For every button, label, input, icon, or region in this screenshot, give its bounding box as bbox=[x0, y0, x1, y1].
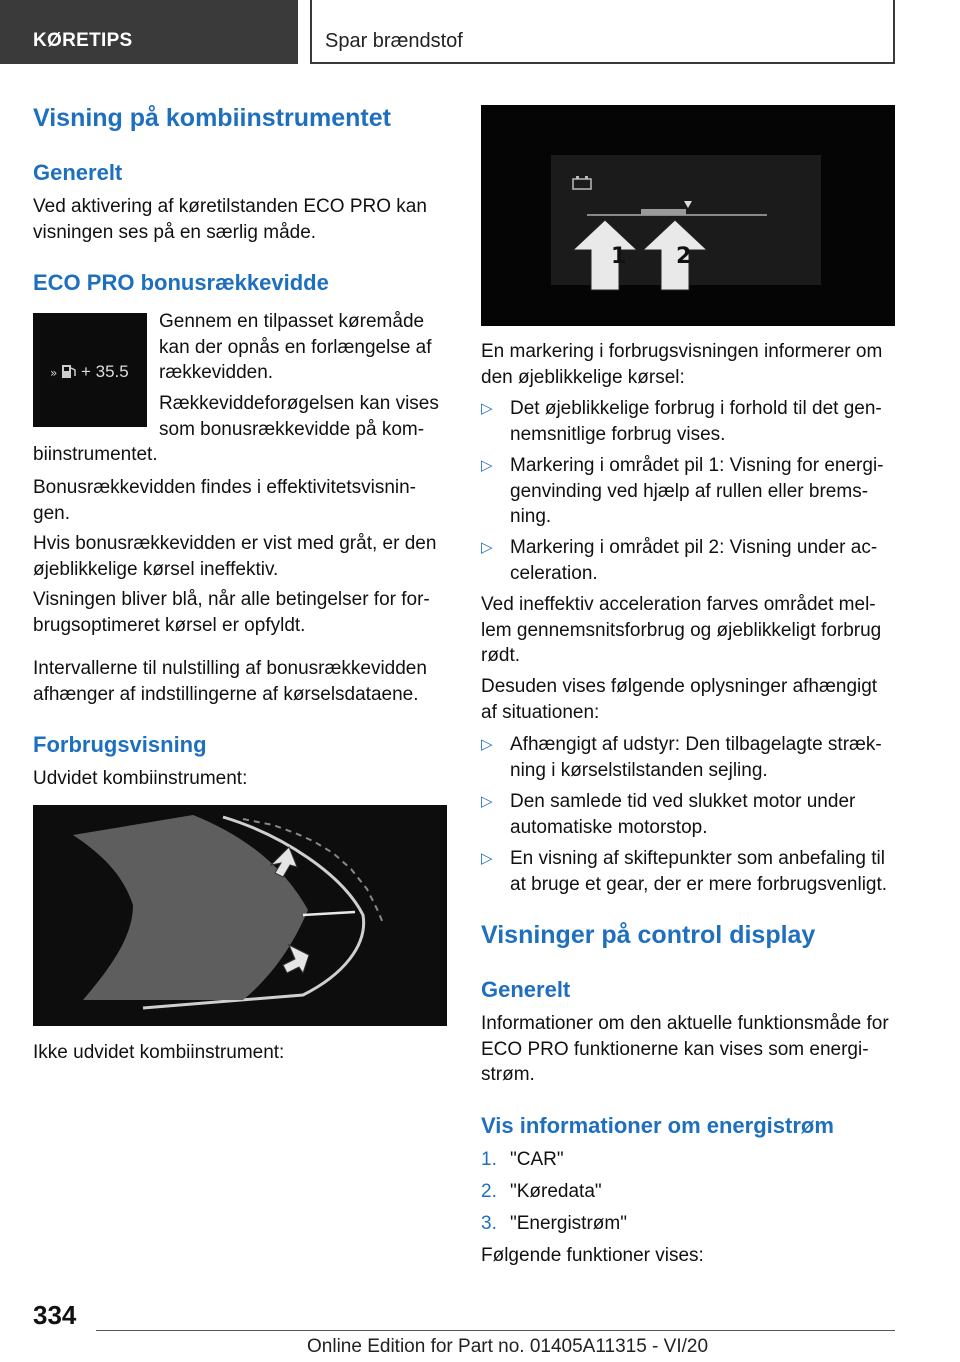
bullet-marker-icon: ▷ bbox=[481, 457, 493, 474]
bonus-range-image bbox=[33, 313, 147, 427]
generelt-text: Ved aktivering af køretilstanden ECO PRO kan visningen ses på en særlig måde. bbox=[33, 196, 427, 243]
svg-text:1: 1 bbox=[611, 244, 627, 269]
eco-bonus-heading: ECO PRO bonusrækkevidde bbox=[33, 270, 329, 295]
svg-text:2: 2 bbox=[676, 244, 692, 269]
bullet-marker-icon: ▷ bbox=[481, 850, 493, 867]
right-intro: En markering i forbrugsvisningen informerer om den øjeblikkelige kørsel: bbox=[481, 341, 883, 388]
svg-text:»: » bbox=[50, 366, 58, 380]
paragraph-ineffective: Ved ineffektiv acceleration farves området mel- lem gennemsnitsforbrug og øjeblikkeligt forbrug rødt. bbox=[481, 594, 882, 666]
final-text: Følgende funktioner vises: bbox=[481, 1245, 704, 1266]
bullet-marker-icon: ▷ bbox=[481, 400, 493, 417]
header-topic-label: Spar brændstof bbox=[325, 30, 463, 52]
ikke-udvidet-label: Ikke udvidet kombiinstrument: bbox=[33, 1042, 285, 1063]
footer-edition: Online Edition for Part no. 01405A11315 - VI/20 bbox=[307, 1336, 709, 1357]
energy-flow-heading: Vis informationer om energistrøm bbox=[481, 1113, 834, 1138]
bonus-range-value: + 35.5 bbox=[81, 362, 129, 381]
footer-divider bbox=[96, 1330, 895, 1331]
right-generelt-text: Informationer om den aktuelle funktionsmåde for ECO PRO funktionerne kan vises som energi- strøm. bbox=[481, 1013, 889, 1085]
udvidet-label: Udvidet kombiinstrument: bbox=[33, 768, 248, 789]
bullet-marker-icon: ▷ bbox=[481, 539, 493, 556]
main-heading: Visning på kombiinstrumentet bbox=[33, 104, 391, 132]
control-display-heading: Visninger på control display bbox=[481, 921, 816, 949]
generelt-heading: Generelt bbox=[33, 160, 123, 185]
header-topic-tab bbox=[310, 0, 895, 64]
paragraph-blue: Visningen bliver blå, når alle betingelser for for- brugsoptimeret kørsel er opfyldt. bbox=[33, 589, 430, 636]
eco-paragraph-2-cont: biinstrumentet. bbox=[33, 444, 158, 465]
paragraph-gray: Hvis bonusrækkevidden er vist med gråt, er den øjeblikkelige kørsel ineffektiv. bbox=[33, 533, 437, 580]
paragraph-intervals: Intervallerne til nulstilling af bonusrækkevidden afhænger af indstillingerne af kørselsdataene. bbox=[33, 658, 427, 705]
arrow-2-icon bbox=[271, 847, 297, 877]
header-section-label: KØRETIPS bbox=[33, 30, 133, 51]
header-section-tab bbox=[0, 0, 298, 64]
bullet-marker-icon: ▷ bbox=[481, 736, 493, 753]
eco-paragraph-1: Gennem en tilpasset køremåde kan der opnås en forlængelse af rækkevidden. bbox=[159, 311, 432, 383]
paragraph-desuden: Desuden vises følgende oplysninger afhængigt af situationen: bbox=[481, 676, 878, 723]
forbrug-heading: Forbrugsvisning bbox=[33, 732, 207, 757]
page-number: 334 bbox=[33, 1300, 77, 1330]
bullet-marker-icon: ▷ bbox=[481, 793, 493, 810]
paragraph-bonus-efficiency: Bonusrækkevidden findes i effektivitetsvisnin- gen. bbox=[33, 477, 417, 524]
eco-paragraph-2: Rækkeviddeforøgelsen kan vises som bonusrækkevidde på kom- bbox=[159, 393, 439, 440]
right-generelt-heading: Generelt bbox=[481, 977, 571, 1002]
extended-cluster-image bbox=[33, 805, 447, 1026]
compact-cluster-image bbox=[481, 105, 895, 326]
